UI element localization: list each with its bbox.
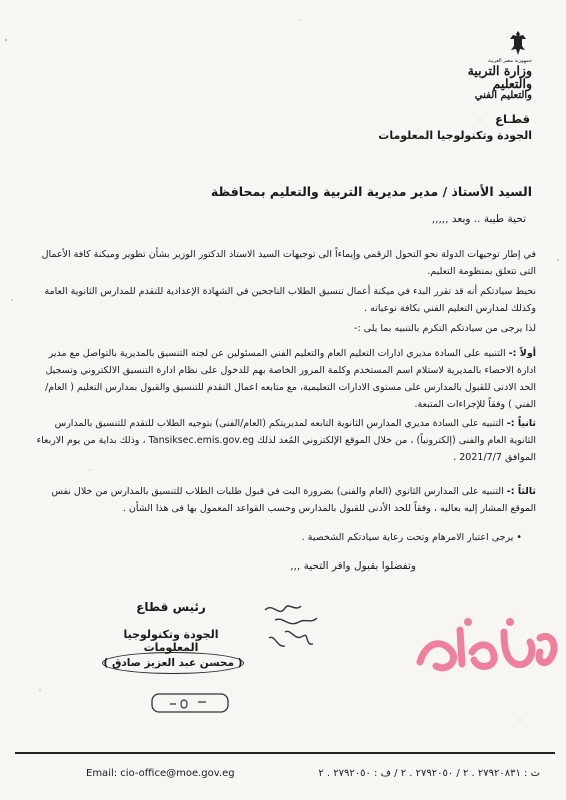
item-1-text: التنبيه على السادة مديري ادارات التعليم العام والتعليم الفني المسئولين عن لجنه التنسيق بالمديرية بالتواصل مع مدير ادارة الاحصاء بالمديرية لاستلام اسم المستخدم وكلمة المرور الخاصة بهم للدخول على نظام ادارة التنسيق الالكتروني وتسجيل الحد الادنى للقبول بالمدارس على مستوى الادارات التعليمية، مع متابعه اعمال التقدم للتنسيق والقبول بمدارس التعليم ( العام/الفني ) وفقاً للإجراءات المتبعة. <box>45 348 536 410</box>
sector-title: قطـاع <box>495 112 530 126</box>
ministry-name: وزارة التربية والتعليم <box>467 63 532 91</box>
footer-email[interactable]: Email: cio-office@moe.gov.eg <box>86 768 235 779</box>
item-2-text: التنبيه على السادة مديري المدارس الثانوية التابعه لمديريتكم (العام/الفنى) بتوجيه الطلاب للتقدم للتنسيق بالمدارس الثانوية العام والفنى (إلكترونياً) ، من خلال الموقع الإلكتروني المُعد لذلك <box>54 418 536 446</box>
request-line: لذا يرجى من سيادتكم التكرم بالتنبيه بما يلى :- <box>354 323 536 334</box>
signatory-name: ( محسن عبد العزيز صادق ) <box>102 652 244 674</box>
item-2-date: ، وذلك بداية من يوم الاربعاء الموافق 2021/7/7 . <box>36 435 536 463</box>
handwritten-number-stamp-icon <box>150 692 230 714</box>
item-2 <box>28 415 536 466</box>
watermark-logo-icon <box>412 612 564 682</box>
signature-title: رئيس قطاع <box>136 600 206 614</box>
closing: وتفضلوا بقبول وافر التحية ,,, <box>290 560 416 572</box>
paragraph-2: نحيط سيادتكم أنه قد تقرر البدء في ميكنة أعمال تنسيق الطلاب الناجحين في الشهادة الإعدادية للتقدم للمدارس الثانوية العامة وكذلك لمدارس التعليم الفني بكافة نوعياته . <box>44 286 536 314</box>
item-1 <box>28 345 536 413</box>
paragraph-1: في إطار توجيهات الدولة نحو التحول الرقمي وإيماءاً الى توجيهات السيد الاستاذ الدكتور الوزير بشأن تطوير وميكنة كافة الأعمال التى تتعلق بمنظومة التعليم. <box>41 249 536 277</box>
website-link[interactable]: Tansiksec.emis.gov.eg <box>148 435 255 446</box>
handwritten-signature-icon <box>255 598 335 658</box>
item-3-label: ثالثاً :- <box>506 486 536 497</box>
footer-phones: ت : ٢٧٩٢٠٨٣١ . ٢ / ٢٧٩٢٠٥٠ . ٢ / ف : ٢٧٩٢٠٥٠ . ٢ <box>318 768 540 779</box>
item-3-text: التنبيه على المدارس الثانوي (العام والفنى) بضرورة البت في قبول طلبات الطلاب للتنسيق بالمدارس من خلال نفس الموقع المشار إليه بعاليه ، وفقاً للحد الأدنى للقبول بالمدارس وحسب القواعد المعمول بها فى هذا الشأن . <box>51 486 536 514</box>
item-1-label: أولاً :- <box>508 348 536 359</box>
bullet-icon: • <box>513 532 522 543</box>
item-3 <box>28 483 536 517</box>
greeting: تحية طيبة .. وبعد ,,,,, <box>431 213 526 225</box>
ministry-name-line2: والتعليم الفني <box>474 90 532 101</box>
eagle-emblem-icon <box>508 30 528 56</box>
signature-sector: الجودة وتكنولوجيا المعلومات <box>123 628 219 654</box>
closing-request-text: يرجى اعتبار الامرهام وتحت رعاية سيادتكم الشخصية . <box>301 532 514 543</box>
sector-name: الجودة وتكنولوجيا المعلومات <box>378 129 532 142</box>
closing-request <box>302 532 522 543</box>
footer-divider <box>15 752 555 754</box>
addressee: السيد الأستاذ / مدير مديرية التربية والتعليم بمحافظة <box>210 184 532 199</box>
country-name: جمهورية مصر العربية <box>488 58 532 64</box>
item-2-label: ثانياً :- <box>506 418 536 429</box>
ministry-header <box>432 58 532 101</box>
